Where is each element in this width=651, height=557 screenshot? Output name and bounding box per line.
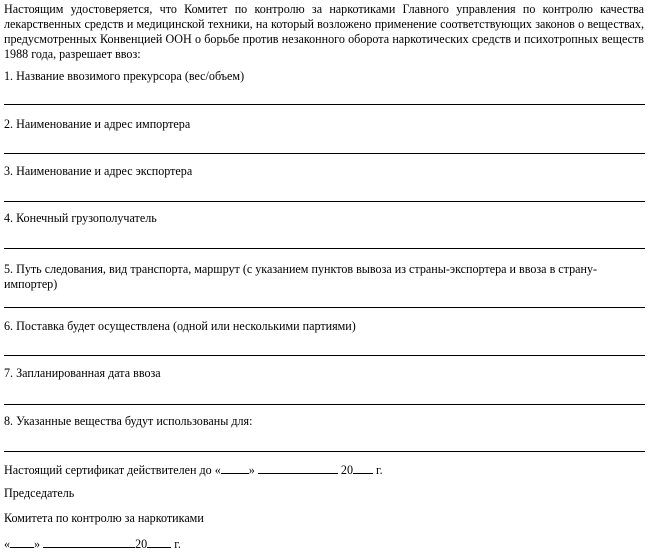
committee-label: Комитета по контролю за наркотиками	[4, 511, 204, 525]
field-2-line[interactable]	[4, 153, 645, 154]
signature-suffix: г.	[174, 537, 181, 551]
validity-suffix: г.	[376, 463, 383, 477]
field-5-label-cont: импортер)	[4, 277, 58, 291]
signature-day-blank[interactable]	[10, 535, 34, 548]
validity-quote-close: »	[248, 463, 255, 477]
intro-paragraph: Настоящим удостоверяется, что Комитет по контролю за наркотиками Главного управления по контролю качества лекарственных средств и медицинской техники, на который возложено применение соответствующих законов о веществах, предусмотренных Конвенцией ООН о борьбе против незаконного оборота наркотических средств и психотропных веществ 1988 года, разрешает ввоз:	[4, 2, 644, 61]
field-8-line[interactable]	[4, 451, 645, 452]
field-6-line[interactable]	[4, 355, 645, 356]
signature-month-blank[interactable]	[43, 535, 135, 548]
signature-year-blank[interactable]	[147, 535, 171, 548]
field-3-line[interactable]	[4, 201, 645, 202]
field-7-label: 7. Запланированная дата ввоза	[4, 366, 161, 380]
field-2-label: 2. Наименование и адрес импортера	[4, 117, 191, 131]
signature-quote-open: «	[4, 537, 11, 551]
field-1-label: 1. Название ввозимого прекурсора (вес/объем)	[4, 69, 245, 83]
validity-line	[4, 461, 383, 478]
field-5-line[interactable]	[4, 307, 645, 308]
field-4-line[interactable]	[4, 248, 645, 249]
field-6-label: 6. Поставка будет осуществлена (одной или несколькими партиями)	[4, 319, 356, 333]
field-4-label: 4. Конечный грузополучатель	[4, 211, 157, 225]
field-5-label: 5. Путь следования, вид транспорта, маршрут (с указанием пунктов вывоза из страны-экспортера и ввоза в страну-	[4, 262, 598, 276]
signature-date-line	[4, 535, 181, 552]
field-7-line[interactable]	[4, 404, 645, 405]
validity-day-blank[interactable]	[221, 461, 249, 474]
validity-month-blank[interactable]	[258, 461, 338, 474]
chairman-label: Председатель	[4, 486, 75, 500]
field-3-label: 3. Наименование и адрес экспортера	[4, 164, 193, 178]
validity-year-blank[interactable]	[353, 461, 373, 474]
validity-year-prefix: 20	[340, 463, 353, 477]
signature-year-prefix: 20	[135, 537, 148, 551]
validity-prefix: Настоящий сертификат действителен до «	[4, 463, 221, 477]
signature-quote-close: »	[34, 537, 41, 551]
field-8-label: 8. Указанные вещества будут использованы для:	[4, 414, 253, 428]
field-1-line[interactable]	[4, 104, 645, 105]
